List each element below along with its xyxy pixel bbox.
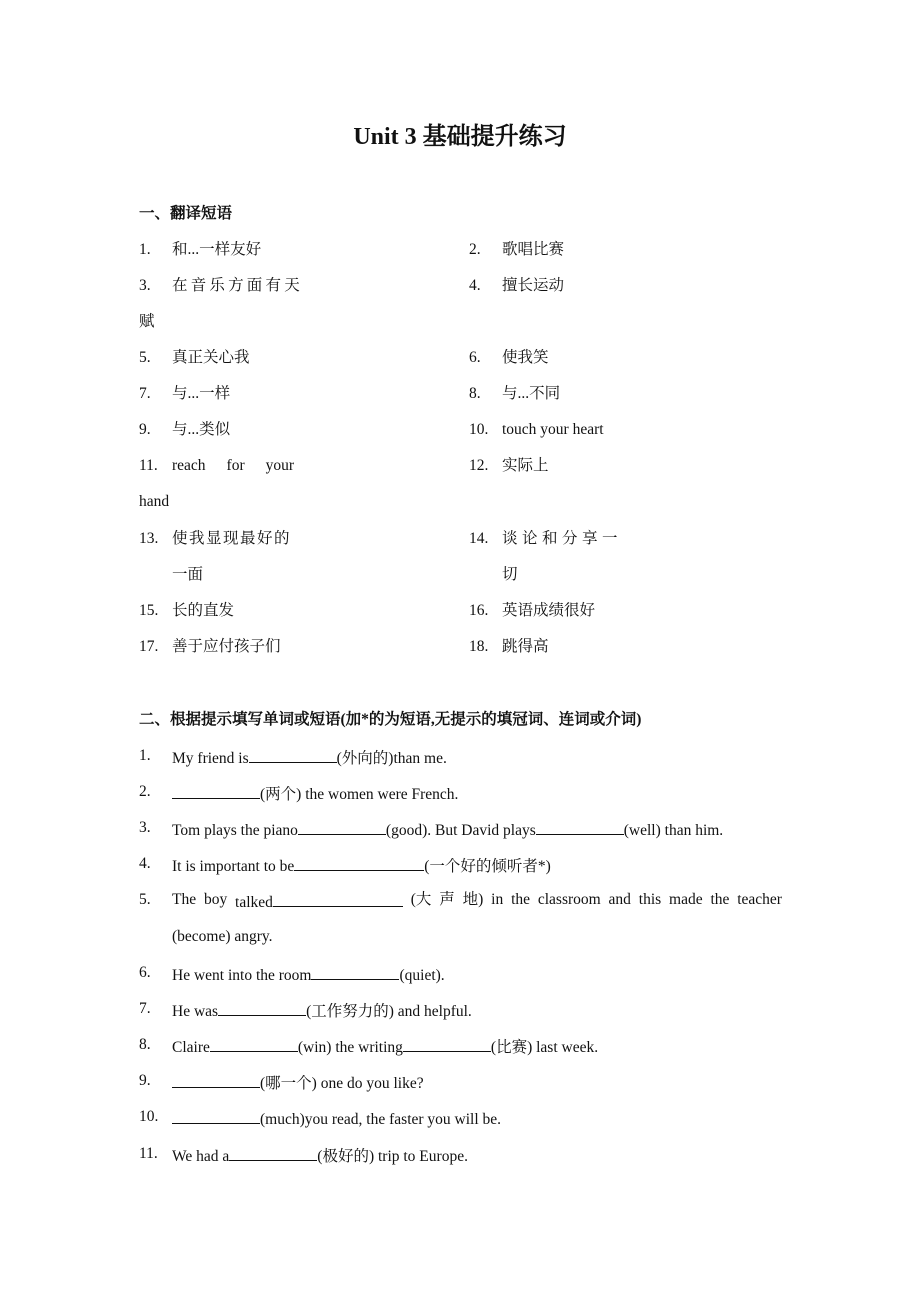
question-text — [172, 1107, 501, 1130]
question-part: (比赛) last week. — [490, 1039, 599, 1056]
phrase-text: 跳得高 — [502, 638, 549, 655]
item-number: 8. — [469, 385, 481, 402]
question-text — [172, 818, 723, 841]
answer-blank[interactable] — [218, 999, 306, 1016]
question-word: boy — [203, 891, 228, 908]
question-text — [172, 782, 458, 805]
answer-blank[interactable] — [403, 1035, 491, 1052]
item-number: 12. — [469, 457, 489, 474]
question-text — [172, 746, 447, 769]
item-number: 6. — [139, 964, 151, 981]
question-part: (well) than him. — [623, 822, 724, 839]
phrase-text: 真正关心我 — [172, 349, 250, 366]
phrase-text: 谈论和分享一 — [502, 530, 623, 547]
item-number: 10. — [469, 421, 489, 438]
phrase-word: reach — [172, 457, 206, 474]
answer-blank[interactable] — [294, 854, 424, 871]
answer-blank[interactable] — [273, 890, 403, 907]
question-text — [172, 1071, 424, 1094]
item-number: 11. — [139, 1145, 158, 1162]
question-text-justified — [172, 890, 782, 913]
question-part: (good). But David plays — [385, 822, 536, 839]
question-part: (much)you read, the faster you will be. — [260, 1111, 502, 1128]
phrase-text: 使我显现最好的 — [172, 530, 292, 547]
answer-blank[interactable] — [311, 963, 399, 980]
section-1-heading: 一、翻译短语 — [139, 205, 233, 222]
document-title: Unit 3 基础提升练习 — [353, 124, 567, 150]
question-part: We had a — [172, 1148, 230, 1165]
answer-blank[interactable] — [249, 746, 337, 763]
item-number: 7. — [139, 385, 151, 402]
question-part: (极好的) trip to Europe. — [317, 1148, 468, 1165]
item-number: 9. — [139, 1072, 151, 1089]
phrase-text: 与...一样 — [172, 385, 231, 402]
answer-blank[interactable] — [298, 818, 386, 835]
question-part: My friend is — [172, 750, 249, 767]
question-word: made — [669, 891, 703, 908]
phrase-text: 擅长运动 — [502, 277, 565, 294]
answer-blank[interactable] — [172, 782, 260, 799]
item-number: 4. — [139, 855, 151, 872]
question-word: the — [511, 891, 530, 908]
question-word: The — [172, 891, 197, 908]
answer-blank[interactable] — [172, 1071, 260, 1088]
item-number: 3. — [139, 277, 151, 294]
question-word: 声 — [439, 891, 455, 908]
item-number: 18. — [469, 638, 489, 655]
question-text — [172, 1035, 598, 1058]
item-number: 14. — [469, 530, 489, 547]
question-word: the — [710, 891, 730, 908]
item-number: 16. — [469, 602, 489, 619]
question-part: (两个) the women were French. — [260, 786, 459, 803]
item-number: 7. — [139, 1000, 151, 1017]
phrase-text-justified — [172, 456, 294, 476]
phrase-text: 善于应付孩子们 — [172, 638, 281, 655]
item-number: 9. — [139, 421, 151, 438]
item-number: 5. — [139, 349, 151, 366]
question-part: Claire — [172, 1039, 210, 1056]
item-number: 4. — [469, 277, 481, 294]
item-number: 13. — [139, 530, 159, 547]
item-number: 2. — [139, 783, 151, 800]
item-number: 10. — [139, 1108, 159, 1125]
item-number: 5. — [139, 891, 151, 908]
question-text — [172, 999, 472, 1022]
question-text-continued: (become) angry. — [172, 928, 273, 945]
question-word: talked — [235, 894, 273, 911]
phrase-text: 长的直发 — [172, 602, 235, 619]
phrase-word: for — [226, 457, 245, 474]
question-word-with-blank — [235, 890, 403, 913]
phrase-text-continued: hand — [139, 493, 170, 510]
phrase-word: your — [265, 457, 294, 474]
phrase-text: 歌唱比赛 — [502, 241, 565, 258]
question-text — [172, 854, 551, 877]
question-word: classroom — [537, 891, 601, 908]
question-part: Tom plays the piano — [172, 822, 298, 839]
question-part: (win) the writing — [297, 1039, 403, 1056]
item-number: 15. — [139, 602, 159, 619]
item-number: 1. — [139, 747, 151, 764]
item-number: 1. — [139, 241, 151, 258]
phrase-text: 英语成绩很好 — [502, 602, 596, 619]
answer-blank[interactable] — [172, 1107, 260, 1124]
question-part: He was — [172, 1003, 219, 1020]
question-word: (大 — [410, 891, 432, 908]
question-text — [172, 1144, 468, 1167]
item-number: 2. — [469, 241, 481, 258]
question-text — [172, 963, 445, 986]
item-number: 6. — [469, 349, 481, 366]
item-number: 3. — [139, 819, 151, 836]
question-part: (工作努力的) and helpful. — [306, 1003, 472, 1020]
item-number: 17. — [139, 638, 159, 655]
phrase-text: touch your heart — [502, 421, 604, 438]
phrase-text-continued: 切 — [502, 566, 518, 583]
phrase-text: 与...不同 — [502, 385, 561, 402]
question-part: He went into the room — [172, 967, 312, 984]
question-part: (一个好的倾听者*) — [424, 858, 551, 875]
question-part: It is important to be — [172, 858, 295, 875]
phrase-text: 与...类似 — [172, 421, 231, 438]
phrase-text: 使我笑 — [502, 349, 549, 366]
question-part: (quiet). — [399, 967, 445, 984]
answer-blank[interactable] — [536, 818, 624, 835]
phrase-text: 和...一样友好 — [172, 241, 262, 258]
question-word: in — [491, 891, 504, 908]
question-word: this — [638, 891, 662, 908]
section-2-heading: 二、根据提示填写单词或短语(加*的为短语,无提示的填冠词、连词或介词) — [139, 711, 642, 728]
item-number: 8. — [139, 1036, 151, 1053]
question-word: and — [608, 891, 631, 908]
question-word: teacher — [737, 891, 782, 908]
phrase-text-continued: 一面 — [172, 566, 204, 583]
answer-blank[interactable] — [229, 1144, 317, 1161]
question-part: (哪一个) one do you like? — [260, 1075, 424, 1092]
answer-blank[interactable] — [210, 1035, 298, 1052]
item-number: 11. — [139, 457, 158, 474]
question-part: (外向的)than me. — [336, 750, 447, 767]
phrase-text-continued: 赋 — [139, 313, 155, 330]
phrase-text: 实际上 — [502, 457, 549, 474]
question-word: 地) — [462, 891, 484, 908]
phrase-text: 在音乐方面有天 — [172, 277, 303, 294]
